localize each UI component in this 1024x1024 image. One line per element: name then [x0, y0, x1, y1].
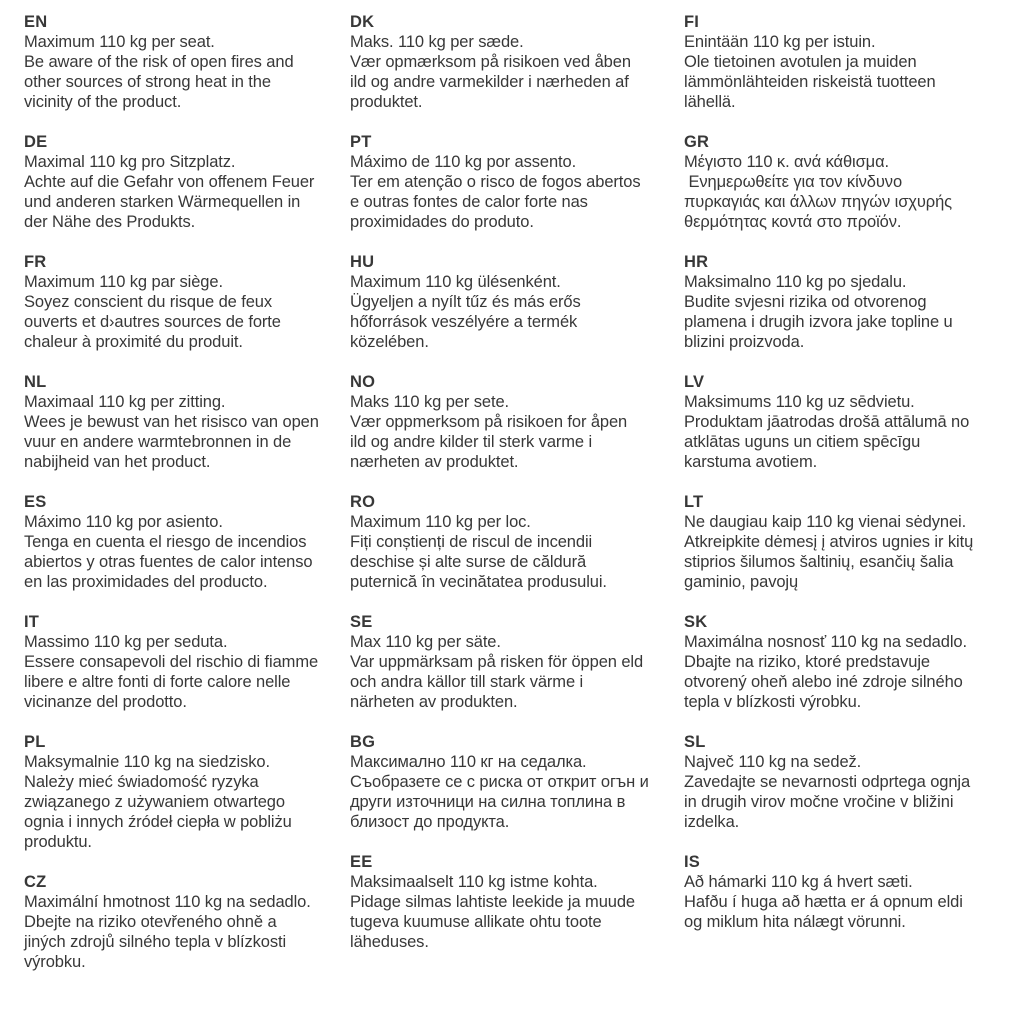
notice-line: Soyez conscient du risque de feux — [24, 293, 273, 311]
notice-line: θερμότητας κοντά στο προϊόν. — [684, 213, 902, 231]
notice-line: puternică în vecinătatea produsului. — [350, 573, 607, 591]
notice-line: Maximum 110 kg ülésenként. — [350, 273, 561, 291]
language-block-de — [24, 132, 350, 232]
notice-line: otvorený oheň alebo iné zdroje silného — [684, 673, 963, 691]
notice-line: Maks. 110 kg per sæde. — [350, 33, 524, 51]
language-code: PT — [350, 133, 372, 151]
notice-line: Maximum 110 kg per seat. — [24, 33, 215, 51]
notice-line: und anderen starken Wärmequellen in — [24, 193, 301, 211]
language-block-fr — [24, 252, 350, 352]
notice-line: other sources of strong heat in the — [24, 73, 271, 91]
language-code: RO — [350, 493, 376, 511]
notice-line: lämmönlähteiden riskeistä tuotteen — [684, 73, 936, 91]
notice-line: gaminio, pavojų — [684, 573, 799, 591]
notice-line: Wees je bewust van het risisco van open — [24, 413, 319, 431]
notice-line: Maksimalno 110 kg po sjedalu. — [684, 273, 907, 291]
language-code: IS — [684, 853, 700, 871]
notice-line: Zavedajte se nevarnosti odprtega ognja — [684, 773, 971, 791]
language-code: FI — [684, 13, 700, 31]
language-block-ee — [350, 852, 684, 952]
language-code: ES — [24, 493, 47, 511]
notice-line: vicinanze del prodotto. — [24, 693, 187, 711]
notice-line: Max 110 kg per säte. — [350, 633, 501, 651]
notice-line: Ter em atenção o risco de fogos abertos — [350, 173, 641, 191]
notice-line: ild og andre varmekilder i nærheden af — [350, 73, 629, 91]
notice-line: Maximální hmotnost 110 kg na sedadlo. — [24, 893, 311, 911]
notice-line: Μέγιστο 110 κ. ανά κάθισμα. — [684, 153, 890, 171]
notice-line: Dbajte na riziko, ktoré predstavuje — [684, 653, 930, 671]
notice-line: Atkreipkite dėmesį į atviros ugnies ir kitų — [684, 533, 974, 551]
notice-line: Maximálna nosnosť 110 kg na sedadlo. — [684, 633, 967, 651]
notice-line: Ne daugiau kaip 110 kg vienai sėdynei. — [684, 513, 967, 531]
notice-line: hőforrások veszélyére a termék — [350, 313, 578, 331]
column-middle — [350, 12, 684, 972]
notice-line: Съобразете се с риска от открит огън и — [350, 773, 649, 791]
notice-line: Maks 110 kg per sete. — [350, 393, 510, 411]
notice-line: Največ 110 kg na sedež. — [684, 753, 862, 771]
language-code: LV — [684, 373, 705, 391]
notice-line: Максимално 110 кг на седалка. — [350, 753, 587, 771]
language-code: DE — [24, 133, 48, 151]
language-code: GR — [684, 133, 710, 151]
notice-line: Fiți conștienți de riscul de incendii — [350, 533, 593, 551]
notice-line: tugeva kuumuse allikate ohtu toote — [350, 913, 602, 931]
notice-line: közelében. — [350, 333, 429, 351]
notice-line: närheten av produkten. — [350, 693, 518, 711]
notice-line: Maksimaalselt 110 kg istme kohta. — [350, 873, 598, 891]
notice-line: produktu. — [24, 833, 92, 851]
language-block-hu — [350, 252, 684, 352]
notice-line: karstuma avotiem. — [684, 453, 818, 471]
notice-line: Hafðu í huga að hætta er á opnum eldi — [684, 893, 963, 911]
notice-line: lähellä. — [684, 93, 736, 111]
language-block-en — [24, 12, 350, 112]
notice-line: e outras fontes de calor forte nas — [350, 193, 588, 211]
language-block-sl — [684, 732, 1020, 832]
language-code: PL — [24, 733, 46, 751]
language-block-is — [684, 852, 1020, 932]
notice-line: Be aware of the risk of open fires and — [24, 53, 294, 71]
language-block-hr — [684, 252, 1020, 352]
language-block-pt — [350, 132, 684, 232]
notice-line: Tenga en cuenta el riesgo de incendios — [24, 533, 307, 551]
notice-line: nærheten av produktet. — [350, 453, 519, 471]
notice-line: Ügyeljen a nyílt tűz és más erős — [350, 293, 581, 311]
notice-line: ognia i innych źródeł ciepła w pobliżu — [24, 813, 292, 831]
notice-line: deschise și alte surse de căldură — [350, 553, 587, 571]
language-block-sk — [684, 612, 1020, 712]
language-block-gr — [684, 132, 1020, 232]
language-code: NO — [350, 373, 376, 391]
notice-line: Maximal 110 kg pro Sitzplatz. — [24, 153, 236, 171]
language-code: SE — [350, 613, 373, 631]
notice-line: der Nähe des Produkts. — [24, 213, 196, 231]
language-block-lv — [684, 372, 1020, 472]
language-block-pl — [24, 732, 350, 852]
notice-line: Achte auf die Gefahr von offenem Feuer — [24, 173, 315, 191]
notice-line: Maximaal 110 kg per zitting. — [24, 393, 226, 411]
language-code: EN — [24, 13, 48, 31]
notice-line: vicinity of the product. — [24, 93, 182, 111]
notice-line: Ενημερωθείτε για τον κίνδυνο — [684, 173, 903, 191]
notice-line: ouverts et d›autres sources de forte — [24, 313, 281, 331]
language-block-cz — [24, 872, 350, 972]
language-code: SK — [684, 613, 708, 631]
notice-line: blizini proizvoda. — [684, 333, 805, 351]
notice-line: chaleur à proximité du produit. — [24, 333, 243, 351]
notice-line: nabijheid van het product. — [24, 453, 211, 471]
language-block-no — [350, 372, 684, 472]
notice-line: Vær oppmerksom på risikoen for åpen — [350, 413, 628, 431]
notice-line: libere e altre fonti di forte calore nelle — [24, 673, 291, 691]
notice-line: výrobku. — [24, 953, 86, 971]
notice-line: produktet. — [350, 93, 423, 111]
language-block-bg — [350, 732, 684, 832]
notice-line: други източници на силна топлина в — [350, 793, 626, 811]
notice-line: Massimo 110 kg per seduta. — [24, 633, 228, 651]
notice-line: Vær opmærksom på risikoen ved åben — [350, 53, 631, 71]
language-block-it — [24, 612, 350, 712]
notice-line: ild og andre kilder til sterk varme i — [350, 433, 593, 451]
notice-line: Ole tietoinen avotulen ja muiden — [684, 53, 917, 71]
language-block-lt — [684, 492, 1020, 592]
notice-line: Enintään 110 kg per istuin. — [684, 33, 876, 51]
notice-line: tepla v blízkosti výrobku. — [684, 693, 862, 711]
language-code: CZ — [24, 873, 47, 891]
notice-line: Produktam jāatrodas drošā attālumā no — [684, 413, 970, 431]
language-code: HR — [684, 253, 709, 271]
language-block-nl — [24, 372, 350, 472]
notice-line: stiprios šilumos šaltinių, esančių šalia — [684, 553, 954, 571]
notice-line: Maksymalnie 110 kg na siedzisko. — [24, 753, 270, 771]
notice-line: och andra källor till stark värme i — [350, 673, 584, 691]
notice-line: läheduses. — [350, 933, 429, 951]
notice-line: Maximum 110 kg per loc. — [350, 513, 531, 531]
language-code: BG — [350, 733, 376, 751]
notice-line: abiertos y otras fuentes de calor intenso — [24, 553, 313, 571]
notice-line: Essere consapevoli del rischio di fiamme — [24, 653, 319, 671]
notice-line: Maximum 110 kg par siège. — [24, 273, 223, 291]
notice-line: Pidage silmas lahtiste leekide ja muude — [350, 893, 636, 911]
notice-line: Należy mieć świadomość ryzyka — [24, 773, 259, 791]
notice-line: vuur en andere warmtebronnen in de — [24, 433, 292, 451]
notice-line: близост до продукта. — [350, 813, 510, 831]
language-block-es — [24, 492, 350, 592]
notice-line: in drugih virov močne vročine v bližini — [684, 793, 954, 811]
notice-line: związanego z używaniem otwartego — [24, 793, 285, 811]
language-code: IT — [24, 613, 40, 631]
notice-line: Að hámarki 110 kg á hvert sæti. — [684, 873, 913, 891]
notice-line: πυρκαγιάς και άλλων πηγών ισχυρής — [684, 193, 952, 211]
notice-line: en las proximidades del producto. — [24, 573, 268, 591]
language-block-dk — [350, 12, 684, 112]
language-code: NL — [24, 373, 47, 391]
notice-line: Dbejte na riziko otevřeného ohně a — [24, 913, 277, 931]
language-code: LT — [684, 493, 704, 511]
notice-line: Maksimums 110 kg uz sēdvietu. — [684, 393, 915, 411]
language-code: SL — [684, 733, 706, 751]
notice-line: jiných zdrojů silného tepla v blízkosti — [24, 933, 287, 951]
language-code: DK — [350, 13, 375, 31]
notice-line: Máximo 110 kg por asiento. — [24, 513, 223, 531]
language-code: EE — [350, 853, 373, 871]
notice-line: atklātas uguns un citiem spēcīgu — [684, 433, 921, 451]
notice-line: izdelka. — [684, 813, 740, 831]
column-right — [684, 12, 1020, 952]
notice-line: proximidades do produto. — [350, 213, 534, 231]
column-left — [24, 12, 350, 992]
language-code: FR — [24, 253, 47, 271]
notice-line: Budite svjesni rizika od otvorenog — [684, 293, 927, 311]
notice-line: og miklum hita nálægt vörunni. — [684, 913, 906, 931]
notice-line: Var uppmärksam på risken för öppen eld — [350, 653, 644, 671]
language-block-se — [350, 612, 684, 712]
language-block-ro — [350, 492, 684, 592]
notice-line: Máximo de 110 kg por assento. — [350, 153, 577, 171]
language-code: HU — [350, 253, 375, 271]
notice-line: plamena i drugih izvora jake topline u — [684, 313, 953, 331]
language-block-fi — [684, 12, 1020, 112]
